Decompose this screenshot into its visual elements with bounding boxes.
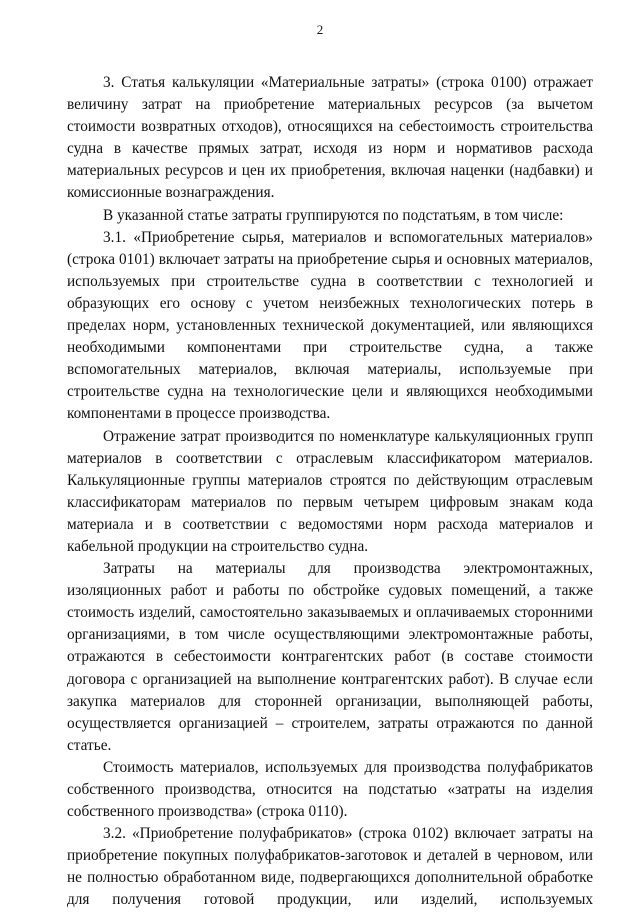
paragraph-3-2: 3.2. «Приобретение полуфабрикатов» (строка 0102) включает затраты на приобретение покупных полуфабрикатов-заготовок и деталей в черновом, или не полностью обработанном виде, подвергающихся дополнительной обработке для получения готовой продукции, или изделий, используемых xyxy=(67,825,593,909)
paragraph-grouping: В указанной статье затраты группируются по подстатьям, в том числе: xyxy=(103,206,564,224)
document-body xyxy=(67,72,593,912)
paragraph-3-1: 3.1. «Приобретение сырья, материалов и вспомогательных материалов» (строка 0101) включает затраты на приобретение сырья и основных материалов, используемых при строительстве судна в соответствии с технологией и образующих его основу с учетом неизбежных технологических потерь в пределах норм, установленных технической документацией, или являющихся необходимыми компонентами при строительстве судна, а также вспомогательных материалов, включая материалы, используемые при строительстве судна на технологические цели и являющихся необходимыми компонентами в процессе производства. xyxy=(67,228,593,423)
paragraph-semi-finished-cost: Стоимость материалов, используемых для производства полуфабрикатов собственного производства, относится на подстатью «затраты на изделия собственного производства» (строка 0110). xyxy=(67,758,593,821)
paragraph-article-3: 3. Статья калькуляции «Материальные затраты» (строка 0100) отражает величину затрат на приобретение материальных ресурсов (за вычетом стоимости возвратных отходов), относящихся на себестоимость строительства судна в качестве прямых затрат, исходя из норм и нормативов расхода материальных ресурсов и цен их приобретения, включая наценки (надбавки) и комиссионные вознаграждения. xyxy=(67,74,593,202)
paragraph-cost-reflection: Отражение затрат производится по номенклатуре калькуляционных групп материалов в соответствии с отраслевым классификатором материалов. Калькуляционные группы материалов строятся по действующим отраслевым классификаторам материалов по первым четырем цифровым знакам кода материала и в соответствии с ведомостями норм расхода материалов и кабельной продукции на строительство судна. xyxy=(67,427,593,555)
paragraph-materials-costs: Затраты на материалы для производства электромонтажных, изоляционных работ и работы по обстройке судовых помещений, а также стоимость изделий, самостоятельно заказываемых и оплачиваемых сторонними организациями, в том числе осуществляющими электромонтажные работы, отражаются в себестоимости контрагентских работ (в составе стоимости договора с организацией на выполнение контрагентских работ). В случае если закупка материалов для сторонней организации, выполняющей работы, осуществляется организацией – строителем, затраты отражаются по данной статье. xyxy=(67,560,593,754)
page-number: 2 xyxy=(316,22,324,37)
